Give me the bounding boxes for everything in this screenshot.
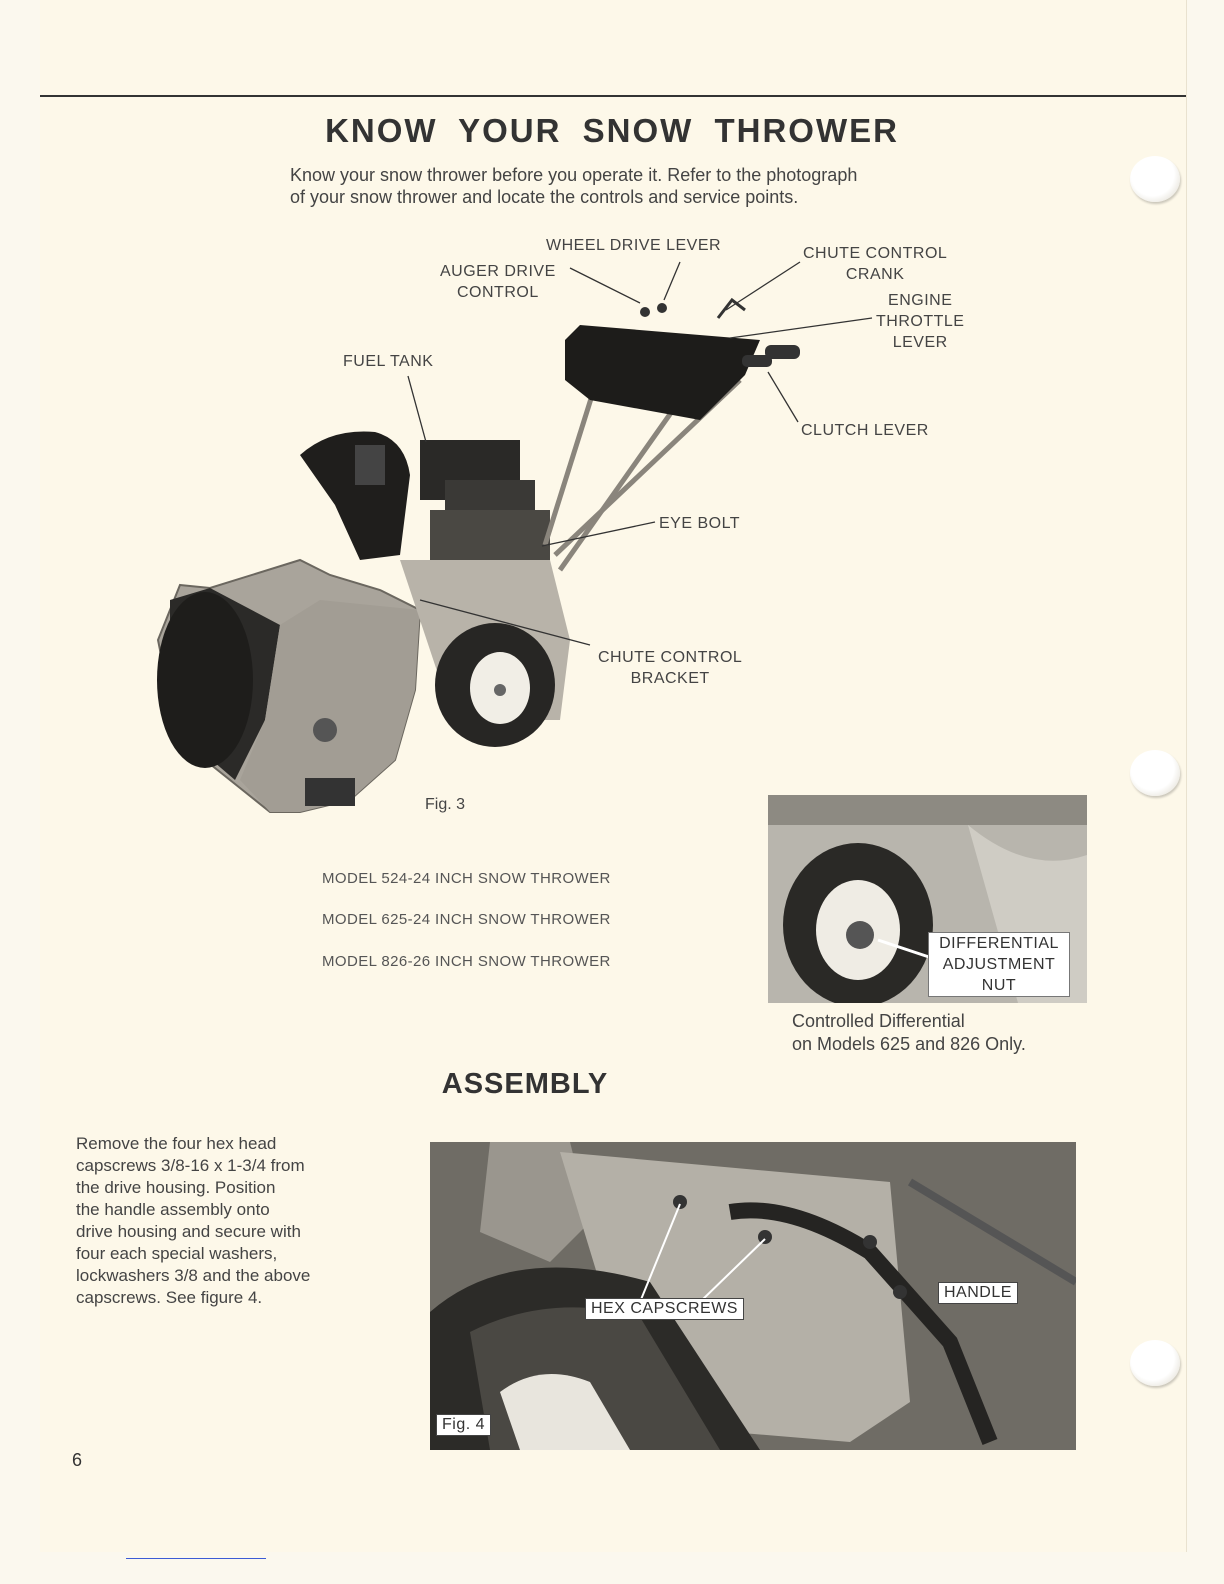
label-eye-bolt: EYE BOLT — [659, 515, 741, 532]
label-throttle-line-3: LEVER — [892, 334, 948, 351]
diff-label-line-2: ADJUSTMENT — [942, 956, 1056, 973]
label-chute-bracket-line-2: BRACKET — [630, 670, 710, 687]
hex-capscrews-label: HEX CAPSCREWS — [585, 1298, 744, 1320]
label-wheel-drive-lever: WHEEL DRIVE LEVER — [546, 237, 722, 254]
label-chute-bracket-line-1: CHUTE CONTROL — [598, 649, 743, 666]
differential-photo — [768, 795, 1087, 1003]
label-chute-crank-line-1: CHUTE CONTROL — [803, 245, 948, 262]
bottom-underline — [126, 1558, 266, 1559]
model-line-3: MODEL 826-26 INCH SNOW THROWER — [322, 953, 611, 970]
figure-3-label: Fig. 3 — [425, 796, 466, 813]
label-auger-drive-line-2: CONTROL — [457, 284, 539, 301]
label-clutch-lever: CLUTCH LEVER — [801, 422, 929, 439]
figure-4-label: Fig. 4 — [436, 1414, 491, 1436]
assembly-heading: ASSEMBLY — [441, 1068, 609, 1100]
label-chute-crank-line-2: CRANK — [845, 266, 905, 283]
differential-caption-line-1: Controlled Differential — [792, 1011, 965, 1031]
page-number: 6 — [72, 1450, 83, 1470]
intro-line-1: Know your snow thrower before you operate it. Refer to the photograph — [290, 165, 858, 185]
label-auger-drive-line-1: AUGER DRIVE — [440, 263, 556, 280]
handle-assembly-photo — [430, 1142, 1076, 1450]
differential-caption — [792, 1010, 1026, 1056]
model-line-2: MODEL 625-24 INCH SNOW THROWER — [322, 911, 611, 928]
differential-caption-line-2: on Models 625 and 826 Only. — [792, 1034, 1026, 1054]
diff-label-line-3: NUT — [981, 977, 1017, 994]
assembly-instructions: Remove the four hex head capscrews 3/8-16 x 1-3/4 from the drive housing. Position the handle assembly onto drive housing and secure with four each special washers, lockwashers 3/8 and the above capscrews. See figure 4. — [76, 1134, 311, 1307]
label-throttle-line-1: ENGINE — [888, 292, 953, 309]
diff-label-line-1: DIFFERENTIAL — [939, 935, 1059, 952]
differential-adjustment-nut-label — [928, 932, 1070, 997]
label-throttle-line-2: THROTTLE — [876, 313, 965, 330]
label-chute-control-bracket — [598, 647, 742, 689]
page-title: KNOW YOUR SNOW THROWER — [325, 112, 899, 149]
label-engine-throttle-lever — [876, 290, 964, 353]
intro-line-2: of your snow thrower and locate the controls and service points. — [290, 187, 799, 207]
label-chute-control-crank — [803, 243, 947, 285]
label-fuel-tank: FUEL TANK — [343, 353, 434, 370]
model-line-1: MODEL 524-24 INCH SNOW THROWER — [322, 870, 611, 887]
label-auger-drive-control — [440, 261, 556, 303]
handle-label: HANDLE — [938, 1282, 1018, 1304]
